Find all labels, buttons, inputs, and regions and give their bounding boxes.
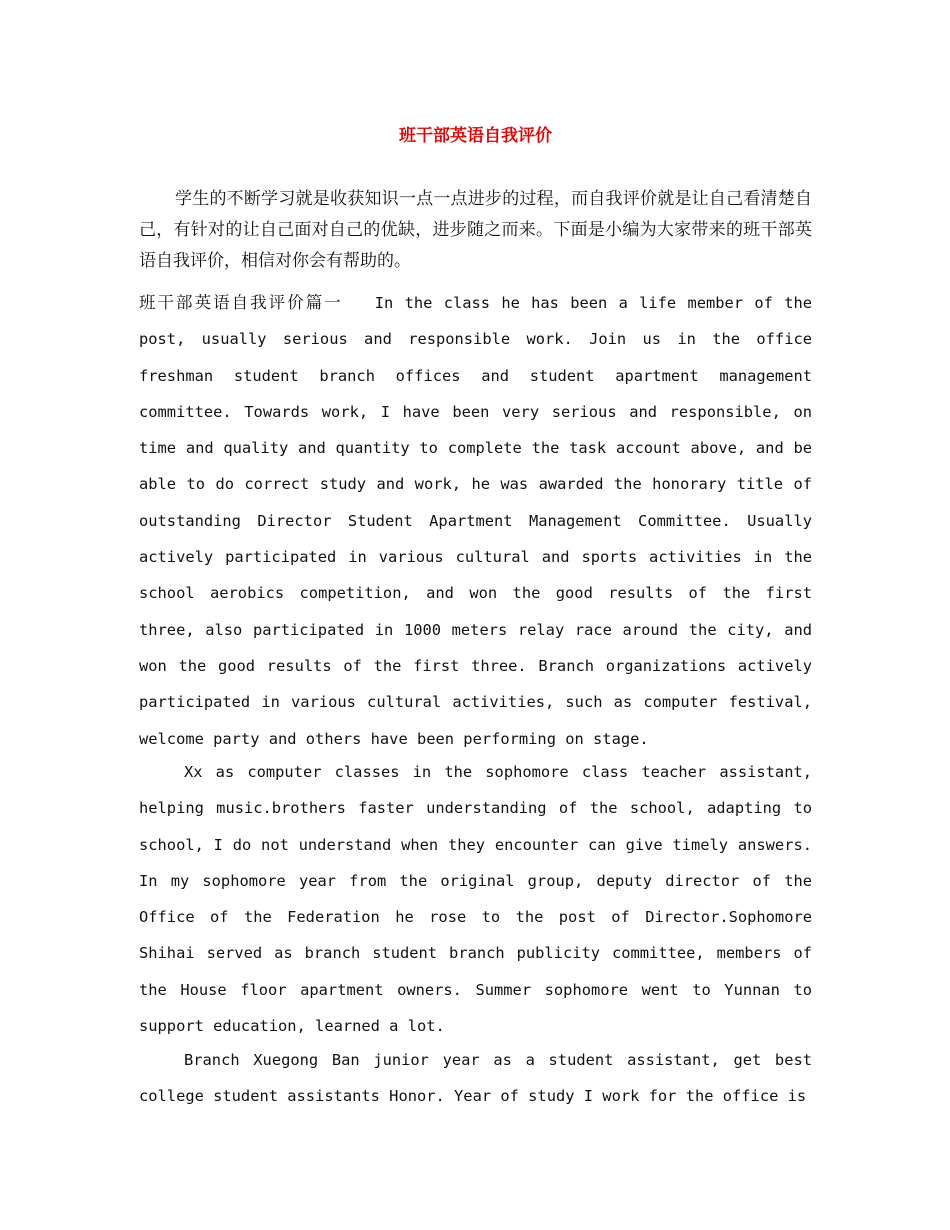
intro-paragraph: 学生的不断学习就是收获知识一点一点进步的过程，而自我评价就是让自己看清楚自己，有针对的让自己面对自己的优缺，进步随之而来。下面是小编为大家带来的班干部英语自我评价，相信对你会有帮助的。 — [139, 189, 812, 271]
paragraph-text: In the class he has been a life member of the post, usually serious and responsible work. Join us in the office freshman student branch offices and student apartment management committee. Towards work, I have been very serious and responsible, on time and quality and quantity to complete the task account above, and be able to do correct study and work, he was awarded the honorary title of outstanding Director Student Apartment Management Committee. Usually actively participated in various cultural and sports activities in the school aerobics competition, and won the good results of the first three, also participated in 1000 meters relay race around the city, and won the good results of the first three. Branch organizations actively participated in various cultural activities, such as computer festival, welcome party and others have been performing on stage. — [139, 294, 813, 748]
document-title: 班干部英语自我评价 — [399, 126, 552, 146]
body-paragraph-2: Xx as computer classes in the sophomore class teacher assistant, helping music.brothers faster understanding of the school, adapting to school, I do not understand when they encounter can give timely answers. In my sophomore year from the original group, deputy director of the Office of the Federation he rose to the post of Director.Sophomore Shihai served as branch student branch publicity committee, members of the House floor apartment owners. Summer sophomore went to Yunnan to support education, learned a lot. — [139, 763, 812, 1036]
body-paragraph-3: Branch Xuegong Ban junior year as a student assistant, get best college student assistants Honor. Year of study I work for the office is — [139, 1051, 812, 1106]
section-heading: 班干部英语自我评价篇一 — [139, 293, 343, 312]
body-paragraph-1 — [139, 285, 812, 757]
